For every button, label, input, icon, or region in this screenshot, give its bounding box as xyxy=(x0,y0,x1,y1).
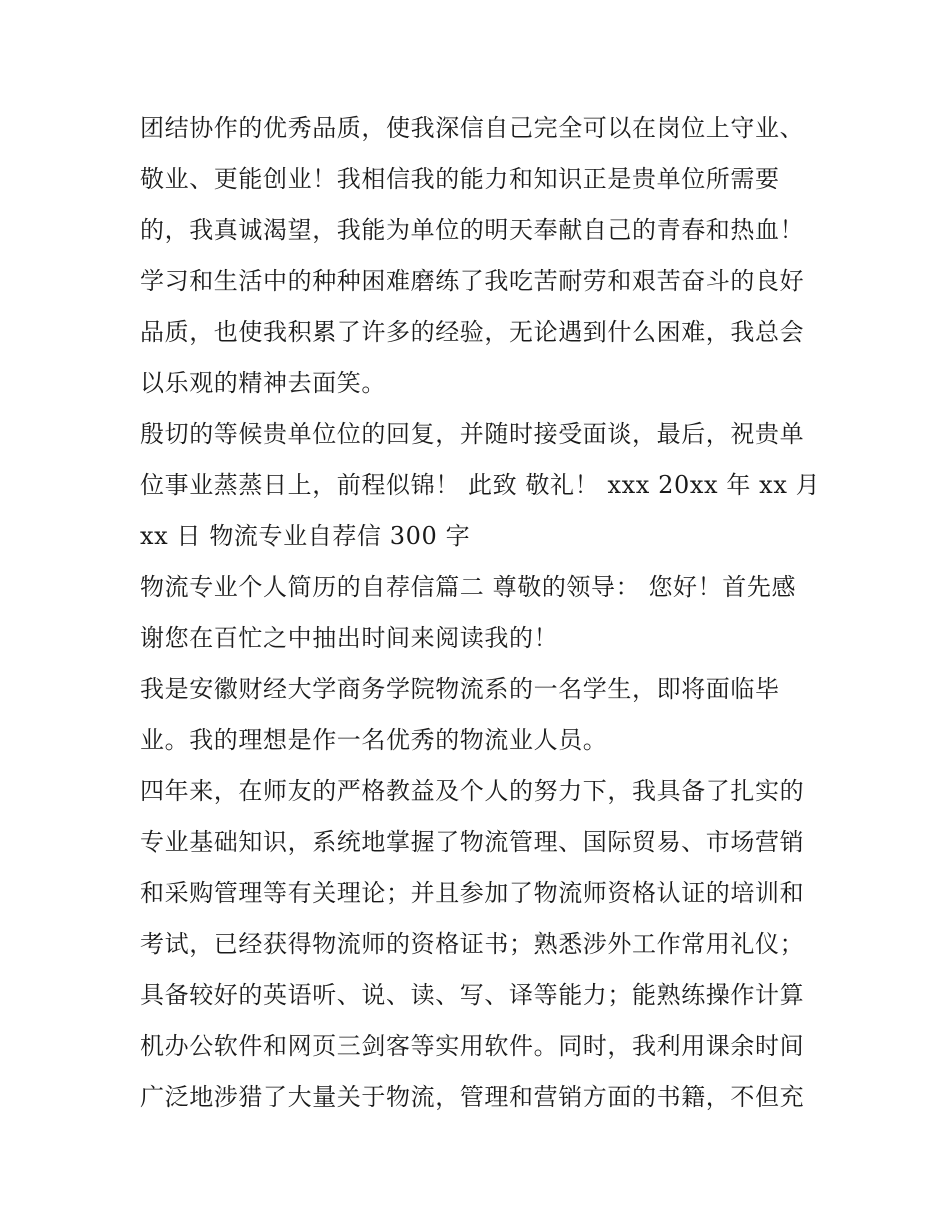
text-line: 的，我真诚渴望，我能为单位的明天奉献自己的青春和热血！ xyxy=(140,216,805,244)
text-line: 位事业蒸蒸日上，前程似锦！ 此致 敬礼！ xxx 20xx 年 xx 月 xyxy=(140,471,821,499)
document-page xyxy=(140,103,820,1123)
text-line: 具备较好的英语听、说、读、写、译等能力；能熟练操作计算 xyxy=(140,981,805,1009)
text-line: xx 日 物流专业自荐信 300 字 xyxy=(140,522,471,550)
paragraph-1 xyxy=(140,103,820,256)
text-line: 和采购管理等有关理论；并且参加了物流师资格认证的培训和 xyxy=(140,879,805,907)
text-line: 广泛地涉猎了大量关于物流，管理和营销方面的书籍，不但充 xyxy=(140,1083,805,1111)
text-line: 品质，也使我积累了许多的经验，无论遇到什么困难，我总会 xyxy=(140,318,805,346)
text-line: 敬业、更能创业！我相信我的能力和知识正是贵单位所需要 xyxy=(140,165,780,193)
paragraph-3 xyxy=(140,409,820,562)
text-line: 我是安徽财经大学商务学院物流系的一名学生，即将面临毕 xyxy=(140,675,780,703)
text-line: 考试，已经获得物流师的资格证书；熟悉涉外工作常用礼仪； xyxy=(140,930,805,958)
text-line: 专业基础知识，系统地掌握了物流管理、国际贸易、市场营销 xyxy=(140,828,805,856)
text-line: 殷切的等候贵单位位的回复，并随时接受面谈，最后，祝贵单 xyxy=(140,420,805,448)
paragraph-5 xyxy=(140,664,820,766)
paragraph-2 xyxy=(140,256,820,409)
text-line: 四年来，在师友的严格教益及个人的努力下，我具备了扎实的 xyxy=(140,777,805,805)
text-line: 团结协作的优秀品质，使我深信自己完全可以在岗位上守业、 xyxy=(140,114,805,142)
text-line: 机办公软件和网页三剑客等实用软件。同时，我利用课余时间 xyxy=(140,1032,805,1060)
text-line: 学习和生活中的种种困难磨练了我吃苦耐劳和艰苦奋斗的良好 xyxy=(140,267,805,295)
text-line: 谢您在百忙之中抽出时间来阅读我的！ xyxy=(140,624,559,652)
text-line: 业。我的理想是作一名优秀的物流业人员。 xyxy=(140,726,608,754)
paragraph-4 xyxy=(140,562,820,664)
text-line: 物流专业个人简历的自荐信篇二 尊敬的领导： 您好！首先感 xyxy=(140,573,797,601)
text-line: 以乐观的精神去面笑。 xyxy=(140,369,386,397)
paragraph-6 xyxy=(140,766,820,1123)
